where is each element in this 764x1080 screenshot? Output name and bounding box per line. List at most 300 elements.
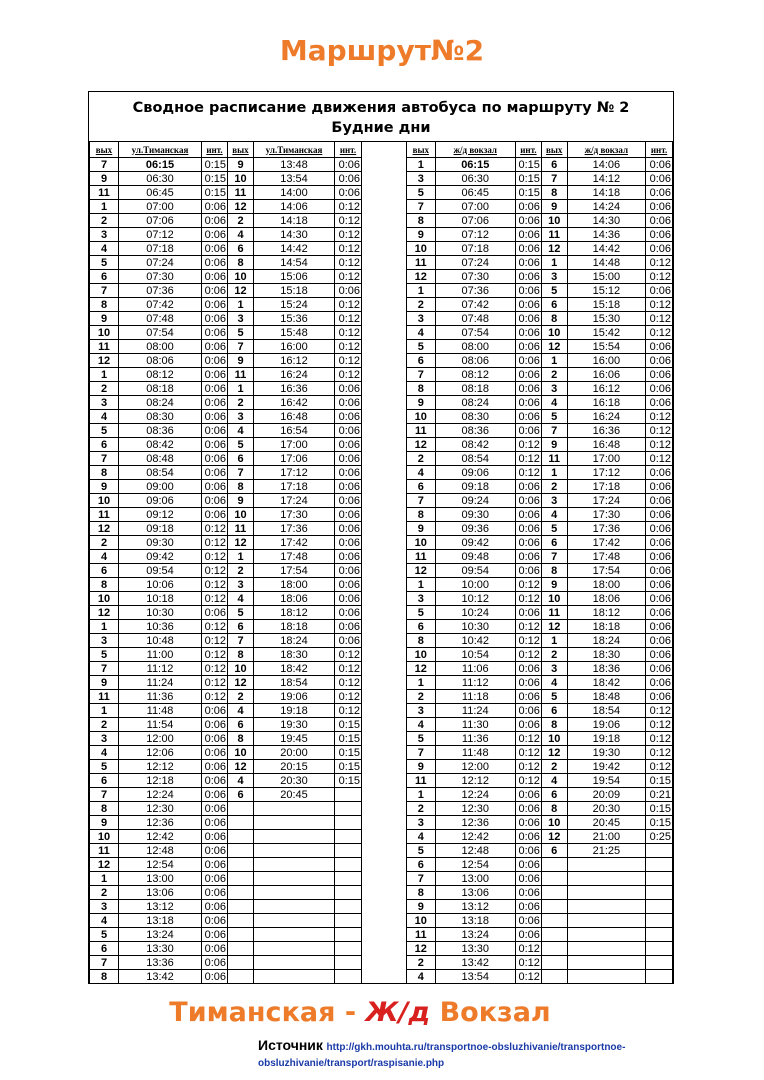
exit-number: 2 (228, 564, 254, 578)
departure-time: 12:24 (119, 788, 202, 802)
departure-time: 06:30 (119, 172, 202, 186)
interval: 0:06 (515, 900, 541, 914)
departure-time: 09:00 (119, 480, 202, 494)
table-row (90, 928, 362, 942)
departure-time: 13:18 (119, 914, 202, 928)
interval: 0:06 (202, 298, 228, 312)
exit-number: 7 (90, 662, 119, 676)
exit-number: 4 (228, 228, 254, 242)
interval (335, 886, 362, 900)
exit-number: 2 (541, 648, 567, 662)
table-row (407, 774, 673, 788)
exit-number: 11 (228, 186, 254, 200)
interval: 0:06 (646, 676, 673, 690)
table-row (407, 592, 673, 606)
exit-number: 11 (90, 690, 119, 704)
source-link[interactable]: http://gkh.mouhta.ru/transportnoe-obsluzhivanie/transportnoe-obsluzhivanie/transport/raspisanie.php (258, 1042, 626, 1069)
departure-time: 12:24 (435, 788, 515, 802)
interval: 0:06 (335, 382, 362, 396)
table-row (407, 452, 673, 466)
interval: 0:12 (335, 704, 362, 718)
interval: 0:06 (202, 858, 228, 872)
departure-time: 15:30 (567, 312, 646, 326)
departure-time: 18:42 (254, 662, 335, 676)
interval: 0:06 (335, 536, 362, 550)
interval: 0:06 (646, 536, 673, 550)
table-row (90, 382, 362, 396)
exit-number: 5 (90, 648, 119, 662)
exit-number: 12 (90, 606, 119, 620)
interval (335, 900, 362, 914)
exit-number (228, 886, 254, 900)
exit-number: 11 (407, 256, 436, 270)
interval: 0:06 (515, 214, 541, 228)
departure-time: 07:24 (435, 256, 515, 270)
interval: 0:12 (515, 620, 541, 634)
table-row (407, 242, 673, 256)
departure-time: 16:24 (567, 410, 646, 424)
exit-number: 11 (407, 928, 436, 942)
departure-time: 16:24 (254, 368, 335, 382)
departure-time: 18:18 (567, 620, 646, 634)
interval: 0:06 (335, 438, 362, 452)
departure-time: 07:06 (435, 214, 515, 228)
departure-time: 13:06 (119, 886, 202, 900)
departure-time: 10:18 (119, 592, 202, 606)
exit-number: 12 (90, 522, 119, 536)
departure-time: 07:12 (119, 228, 202, 242)
departure-time: 09:30 (119, 536, 202, 550)
exit-number: 6 (541, 844, 567, 858)
departure-time: 18:30 (567, 648, 646, 662)
interval: 0:06 (646, 466, 673, 480)
exit-number: 1 (407, 284, 436, 298)
table-row (90, 256, 362, 270)
table-row (90, 214, 362, 228)
exit-number: 12 (407, 438, 436, 452)
departure-time: 12:42 (119, 830, 202, 844)
departure-time: 18:30 (254, 648, 335, 662)
exit-number: 2 (228, 690, 254, 704)
exit-number: 2 (228, 214, 254, 228)
exit-number (228, 928, 254, 942)
departure-time: 12:42 (435, 830, 515, 844)
exit-number: 6 (407, 354, 436, 368)
departure-time: 07:12 (435, 228, 515, 242)
interval: 0:15 (646, 816, 673, 830)
exit-number: 12 (228, 536, 254, 550)
exit-number: 4 (90, 746, 119, 760)
departure-time: 20:09 (567, 788, 646, 802)
interval: 0:06 (202, 452, 228, 466)
exit-number: 10 (541, 326, 567, 340)
table-row (407, 396, 673, 410)
departure-time (254, 830, 335, 844)
interval: 0:12 (646, 270, 673, 284)
interval (335, 788, 362, 802)
interval: 0:06 (515, 354, 541, 368)
table-row (90, 368, 362, 382)
interval: 0:12 (515, 578, 541, 592)
exit-number: 12 (228, 676, 254, 690)
interval: 0:06 (335, 410, 362, 424)
interval: 0:12 (515, 942, 541, 956)
departure-time: 17:30 (567, 508, 646, 522)
exit-number: 9 (228, 494, 254, 508)
exit-number: 8 (90, 802, 119, 816)
departure-time: 15:18 (567, 298, 646, 312)
table-row (407, 340, 673, 354)
departure-time: 19:06 (254, 690, 335, 704)
exit-number: 8 (90, 466, 119, 480)
departure-time: 21:00 (567, 830, 646, 844)
exit-number: 8 (541, 312, 567, 326)
interval: 0:06 (202, 396, 228, 410)
table-row (407, 872, 673, 886)
interval: 0:12 (335, 676, 362, 690)
source-note (258, 1038, 738, 1071)
departure-time: 07:24 (119, 256, 202, 270)
table-row (90, 704, 362, 718)
table-row (90, 424, 362, 438)
departure-time: 07:06 (119, 214, 202, 228)
departure-time: 19:06 (567, 718, 646, 732)
interval: 0:06 (646, 592, 673, 606)
table-row (407, 564, 673, 578)
interval: 0:12 (202, 648, 228, 662)
departure-time: 14:42 (567, 242, 646, 256)
table-row (90, 634, 362, 648)
departure-time: 12:12 (435, 774, 515, 788)
departure-time: 12:00 (119, 732, 202, 746)
departure-time: 18:06 (567, 592, 646, 606)
interval: 0:06 (202, 760, 228, 774)
interval: 0:06 (202, 746, 228, 760)
departure-time: 08:54 (119, 466, 202, 480)
departure-time: 16:36 (254, 382, 335, 396)
departure-time: 13:06 (435, 886, 515, 900)
exit-number: 12 (541, 830, 567, 844)
departure-time: 07:42 (435, 298, 515, 312)
departure-time: 08:06 (435, 354, 515, 368)
interval: 0:06 (335, 592, 362, 606)
table-row (407, 606, 673, 620)
departure-time: 09:18 (119, 522, 202, 536)
departure-time: 13:12 (435, 900, 515, 914)
interval: 0:12 (515, 956, 541, 970)
departure-time: 12:54 (119, 858, 202, 872)
interval: 0:06 (646, 620, 673, 634)
table-row (407, 438, 673, 452)
interval: 0:06 (335, 522, 362, 536)
interval: 0:12 (202, 690, 228, 704)
interval (335, 816, 362, 830)
interval (335, 802, 362, 816)
departure-time: 09:48 (435, 550, 515, 564)
interval: 0:12 (202, 620, 228, 634)
interval: 0:06 (515, 662, 541, 676)
interval: 0:06 (515, 858, 541, 872)
interval (646, 886, 673, 900)
interval: 0:06 (515, 480, 541, 494)
exit-number: 12 (407, 270, 436, 284)
interval: 0:06 (335, 172, 362, 186)
exit-number: 2 (407, 452, 436, 466)
table-row (90, 158, 362, 172)
exit-number: 5 (407, 340, 436, 354)
interval: 0:06 (202, 508, 228, 522)
departure-time: 09:06 (435, 466, 515, 480)
departure-time: 17:30 (254, 508, 335, 522)
exit-number: 6 (541, 704, 567, 718)
exit-number: 11 (407, 774, 436, 788)
departure-time: 17:18 (254, 480, 335, 494)
schedule-subheading: Будние дни (331, 120, 431, 136)
exit-number: 4 (407, 970, 436, 984)
departure-time: 09:54 (119, 564, 202, 578)
table-row (90, 466, 362, 480)
table-row (90, 186, 362, 200)
departure-time (254, 802, 335, 816)
interval: 0:06 (646, 368, 673, 382)
exit-number: 2 (90, 718, 119, 732)
interval: 0:12 (515, 746, 541, 760)
interval: 0:06 (202, 256, 228, 270)
table-row (90, 172, 362, 186)
interval: 0:06 (202, 494, 228, 508)
departure-time: 18:06 (254, 592, 335, 606)
departure-time: 10:30 (435, 620, 515, 634)
interval: 0:06 (515, 410, 541, 424)
exit-number: 10 (228, 662, 254, 676)
interval: 0:12 (646, 298, 673, 312)
exit-number: 8 (541, 186, 567, 200)
departure-time: 13:12 (119, 900, 202, 914)
interval: 0:12 (646, 438, 673, 452)
table-row (407, 634, 673, 648)
exit-number: 1 (541, 354, 567, 368)
exit-number: 11 (90, 844, 119, 858)
interval: 0:06 (646, 214, 673, 228)
departure-time: 19:54 (567, 774, 646, 788)
table-row (90, 676, 362, 690)
exit-number: 12 (541, 242, 567, 256)
interval: 0:15 (646, 802, 673, 816)
exit-number: 2 (90, 886, 119, 900)
exit-number (228, 914, 254, 928)
departure-time: 08:18 (119, 382, 202, 396)
departure-time: 16:00 (567, 354, 646, 368)
exit-number: 7 (228, 466, 254, 480)
exit-number: 6 (541, 788, 567, 802)
exit-number (541, 956, 567, 970)
exit-number: 2 (541, 368, 567, 382)
exit-number: 10 (90, 830, 119, 844)
exit-number: 6 (228, 788, 254, 802)
column-header: инт. (335, 142, 362, 158)
interval (646, 942, 673, 956)
departure-time: 10:06 (119, 578, 202, 592)
interval: 0:12 (515, 466, 541, 480)
exit-number: 11 (228, 368, 254, 382)
interval: 0:06 (646, 340, 673, 354)
departure-time: 17:48 (254, 550, 335, 564)
interval (646, 928, 673, 942)
exit-number: 1 (541, 466, 567, 480)
exit-number (541, 942, 567, 956)
interval: 0:12 (335, 200, 362, 214)
column-header: ж/д вокзал (567, 142, 646, 158)
departure-time: 07:54 (435, 326, 515, 340)
departure-time: 07:36 (435, 284, 515, 298)
exit-number: 1 (407, 158, 436, 172)
interval: 0:06 (515, 788, 541, 802)
interval (335, 942, 362, 956)
exit-number: 10 (407, 914, 436, 928)
departure-time: 07:48 (119, 312, 202, 326)
departure-time (567, 956, 646, 970)
departure-time: 11:06 (435, 662, 515, 676)
interval: 0:06 (646, 186, 673, 200)
exit-number: 7 (541, 550, 567, 564)
exit-number: 7 (541, 172, 567, 186)
table-row (90, 844, 362, 858)
interval: 0:06 (202, 774, 228, 788)
departure-time: 17:42 (254, 536, 335, 550)
interval: 0:12 (202, 634, 228, 648)
departure-time: 13:30 (119, 942, 202, 956)
departure-time: 08:12 (119, 368, 202, 382)
exit-number: 9 (407, 760, 436, 774)
interval: 0:06 (202, 410, 228, 424)
departure-time: 13:54 (254, 172, 335, 186)
exit-number: 5 (228, 438, 254, 452)
interval: 0:06 (646, 662, 673, 676)
interval: 0:12 (335, 270, 362, 284)
departure-time: 14:30 (567, 214, 646, 228)
departure-time: 16:48 (567, 438, 646, 452)
departure-time: 17:42 (567, 536, 646, 550)
interval: 0:06 (335, 158, 362, 172)
interval: 0:06 (202, 326, 228, 340)
departure-time (254, 956, 335, 970)
interval: 0:06 (646, 242, 673, 256)
exit-number: 9 (90, 480, 119, 494)
interval: 0:06 (646, 522, 673, 536)
interval: 0:06 (515, 242, 541, 256)
departure-time: 16:18 (567, 396, 646, 410)
departure-time: 14:30 (254, 228, 335, 242)
exit-number: 3 (541, 270, 567, 284)
exit-number: 4 (407, 830, 436, 844)
interval: 0:06 (335, 186, 362, 200)
interval: 0:06 (515, 312, 541, 326)
table-row (407, 956, 673, 970)
source-label: Источник (258, 1037, 323, 1053)
interval: 0:06 (515, 872, 541, 886)
interval: 0:12 (646, 746, 673, 760)
interval: 0:06 (646, 578, 673, 592)
interval (646, 900, 673, 914)
exit-number: 2 (541, 480, 567, 494)
exit-number: 10 (541, 592, 567, 606)
departure-time: 13:30 (435, 942, 515, 956)
exit-number: 9 (407, 900, 436, 914)
exit-number: 7 (228, 634, 254, 648)
departure-time: 18:24 (254, 634, 335, 648)
exit-number: 8 (90, 970, 119, 984)
exit-number: 5 (90, 760, 119, 774)
departure-time: 19:30 (567, 746, 646, 760)
exit-number: 7 (90, 956, 119, 970)
table-row (90, 228, 362, 242)
table-row (407, 424, 673, 438)
departure-time: 09:42 (435, 536, 515, 550)
departure-time: 15:36 (254, 312, 335, 326)
table-row (407, 928, 673, 942)
interval: 0:06 (202, 788, 228, 802)
interval: 0:06 (202, 872, 228, 886)
interval: 0:06 (515, 564, 541, 578)
exit-number (228, 802, 254, 816)
exit-number: 1 (228, 382, 254, 396)
departure-time: 14:06 (567, 158, 646, 172)
exit-number (541, 970, 567, 984)
exit-number: 8 (407, 508, 436, 522)
departure-time: 08:36 (119, 424, 202, 438)
departure-time: 08:12 (435, 368, 515, 382)
departure-time: 15:42 (567, 326, 646, 340)
interval: 0:06 (515, 508, 541, 522)
table-row (90, 270, 362, 284)
departure-time: 18:54 (254, 676, 335, 690)
interval: 0:12 (335, 228, 362, 242)
table-row (407, 830, 673, 844)
interval: 0:06 (202, 214, 228, 228)
departure-time: 13:24 (119, 928, 202, 942)
exit-number: 10 (90, 494, 119, 508)
exit-number: 6 (228, 452, 254, 466)
exit-number: 1 (90, 872, 119, 886)
departure-time (567, 914, 646, 928)
exit-number (541, 872, 567, 886)
exit-number: 5 (541, 410, 567, 424)
exit-number: 1 (541, 634, 567, 648)
exit-number: 6 (228, 242, 254, 256)
exit-number: 8 (407, 382, 436, 396)
interval: 0:12 (515, 648, 541, 662)
exit-number: 8 (90, 578, 119, 592)
interval: 0:06 (335, 564, 362, 578)
interval: 0:06 (202, 816, 228, 830)
interval: 0:06 (515, 704, 541, 718)
exit-number: 3 (90, 228, 119, 242)
interval (646, 872, 673, 886)
table-row (407, 172, 673, 186)
interval: 0:12 (202, 522, 228, 536)
interval: 0:15 (335, 718, 362, 732)
exit-number: 11 (90, 508, 119, 522)
table-row (90, 284, 362, 298)
exit-number: 12 (407, 942, 436, 956)
interval: 0:06 (515, 844, 541, 858)
exit-number: 12 (228, 200, 254, 214)
table-row (407, 662, 673, 676)
interval (335, 914, 362, 928)
interval: 0:12 (515, 970, 541, 984)
departure-time: 17:00 (254, 438, 335, 452)
interval: 0:06 (515, 494, 541, 508)
